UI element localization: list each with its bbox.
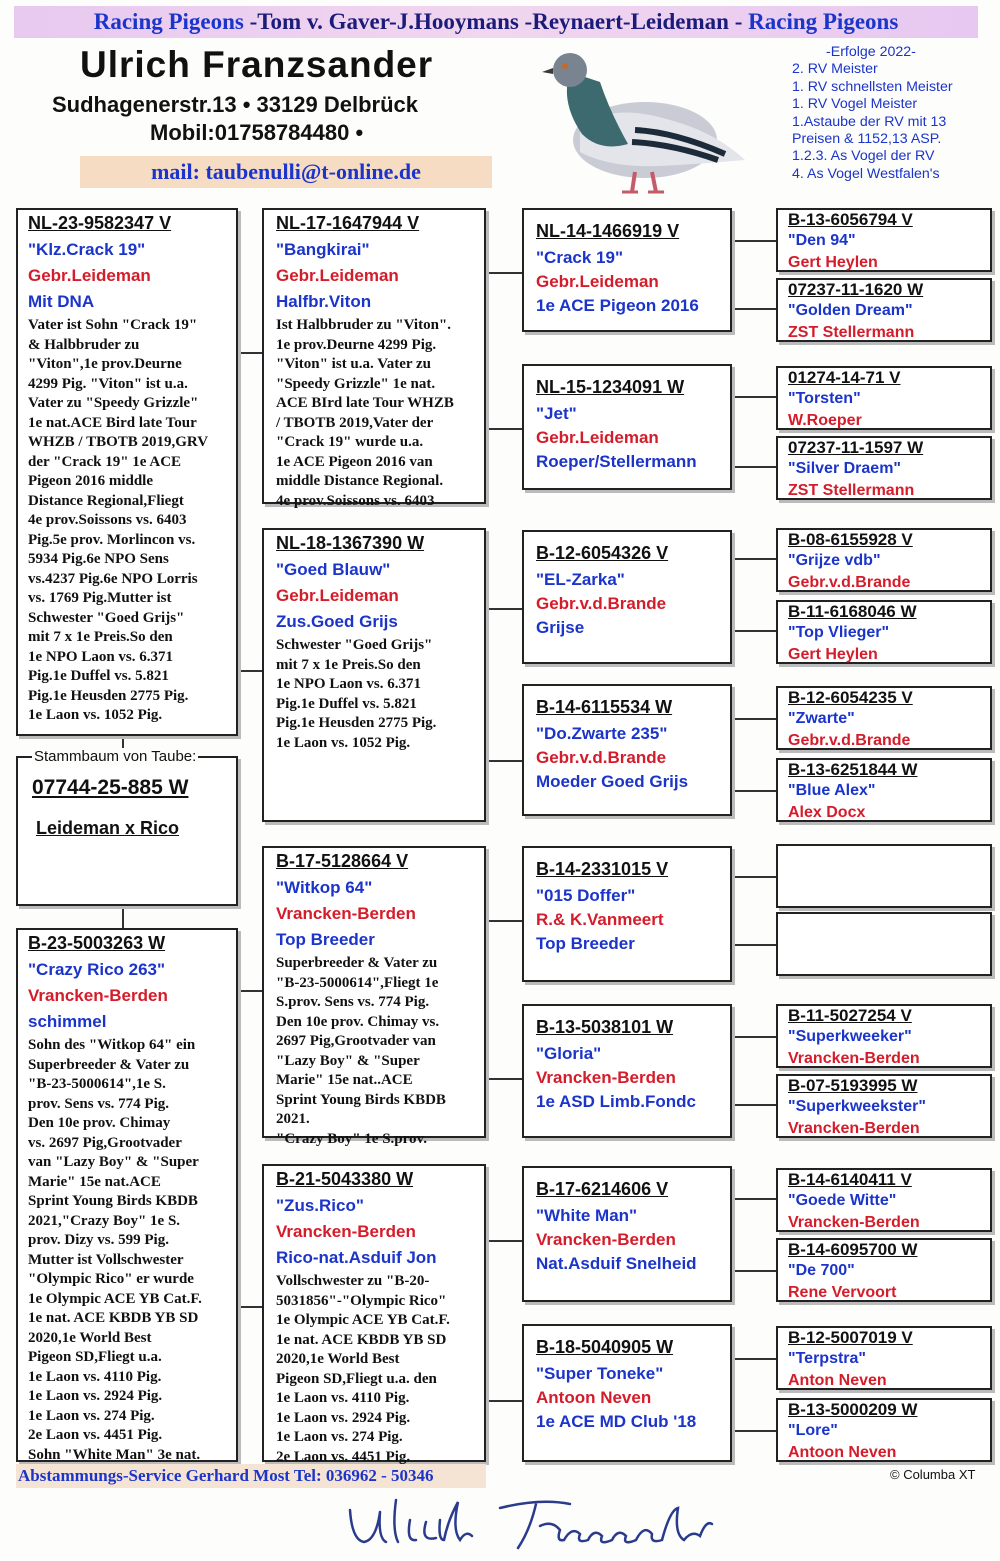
owner-phone: Mobil:01758784480 •: [150, 120, 364, 145]
pedigree-name: "Blue Alex": [788, 782, 876, 799]
handwritten-signature: [340, 1490, 720, 1560]
pedigree-name: "Witkop 64": [276, 878, 373, 897]
pedigree-info: Halfbr.Viton: [276, 292, 372, 311]
connector-line: [732, 558, 776, 560]
pigeon-illustration: [540, 42, 750, 202]
gen4-card: [776, 686, 992, 750]
connector-line: [486, 272, 522, 274]
sire-notes: Vater ist Sohn "Crack 19" & Halbbruder zu "Viton",1e prov.Deurne 4299 Pig. "Viton" ist u.a. Vater zu "Speedy Grizzle" 1e nat.ACE Bird late Tour WHZB / TBOTB 2019,GRV der "Crack 19" 1e ACE Pigeon 2016 middle Distance Regional,Fliegt 4e prov.Soissons vs. 6403 Pig.5e prov. Morlincon vs. 5934 Pig.6e NPO Sens vs.4237 Pig.6e NPO Lorris vs. 1769 Pig.Mutter ist Schwester "Goed Grijs" mit 7 x 1e Preis.So den 1e NPO Laon vs. 6.371 Pig.1e Duffel vs. 5.821 Pig.1e Heusden 2775 Pig. 1e Laon vs. 1052 Pig.: [28, 317, 209, 723]
success-line: Preisen & 1152,13 ASP.: [792, 131, 942, 148]
pedigree-ring: B-12-6054326 V: [536, 543, 669, 563]
pedigree-name: "Silver Draem": [788, 460, 902, 477]
pedigree-info: 1e ACE Pigeon 2016: [536, 296, 699, 315]
dam-ring: B-23-5003263 W: [28, 933, 166, 953]
pedigree-name: "Top Vlieger": [788, 624, 890, 641]
pedigree-notes: Schwester "Goed Grijs" mit 7 x 1e Preis.So den 1e NPO Laon vs. 6.371 Pig.1e Duffel vs. 5.821 Pig.1e Heusden 2775 Pig. 1e Laon vs. 1052 Pig.: [276, 637, 437, 751]
pedigree-ring: NL-14-1466919 V: [536, 221, 680, 241]
pedigree-ring: 07237-11-1620 W: [788, 280, 924, 299]
connector-line: [732, 308, 776, 310]
pedigree-breeder: Vrancken-Berden: [788, 1214, 920, 1231]
pedigree-ring: B-13-5038101 W: [536, 1017, 674, 1037]
pedigree-info: Top Breeder: [536, 934, 635, 953]
pedigree-ring: B-07-5193995 W: [788, 1076, 918, 1095]
gen3-card: [522, 684, 732, 816]
pedigree-breeder: Gebr.Leideman: [276, 266, 399, 285]
pedigree-breeder: Alex Docx: [788, 804, 866, 821]
gen4-card: [776, 1238, 992, 1302]
connector-line: [732, 1270, 776, 1272]
sire-card: [16, 208, 238, 736]
gen4-card: [776, 1168, 992, 1232]
pedigree-breeder: Gebr.Leideman: [536, 272, 659, 291]
pedigree-ring: B-14-6115534 W: [536, 697, 673, 717]
pedigree-ring: 01274-14-71 V: [788, 368, 901, 387]
gen3-card: [522, 1166, 732, 1302]
connector-line: [486, 1400, 522, 1402]
copyright-text: © Columba XT: [890, 1467, 976, 1482]
pedigree-name: "Torsten": [788, 390, 861, 407]
pedigree-name: "Jet": [536, 404, 577, 423]
pedigree-name: "EL-Zarka": [536, 570, 625, 589]
sire-breeder: Gebr.Leideman: [28, 266, 151, 285]
pedigree-info: Grijse: [536, 618, 585, 637]
gen4-card: [776, 366, 992, 430]
pedigree-name: "Den 94": [788, 232, 856, 249]
owner-email: mail: taubenulli@t-online.de: [80, 156, 492, 188]
pedigree-breeder: Gebr.v.d.Brande: [536, 594, 667, 613]
pedigree-info: Top Breeder: [276, 930, 375, 949]
pedigree-ring: B-13-6056794 V: [788, 210, 913, 229]
subject-label: Stammbaum von Taube:: [34, 748, 197, 765]
gen4-card: [776, 1074, 992, 1138]
gen2-card: [262, 846, 486, 1147]
successes-title: -Erfolge 2022-: [826, 44, 916, 60]
connector-line: [237, 990, 263, 992]
pedigree-info: Nat.Asduif Snelheid: [536, 1254, 697, 1273]
pedigree-info: Roeper/Stellermann: [536, 452, 697, 471]
pedigree-ring: B-17-6214606 V: [536, 1179, 669, 1199]
pedigree-ring: B-12-6054235 V: [788, 688, 913, 707]
pedigree-breeder: Gebr.v.d.Brande: [788, 574, 911, 591]
gen4-card: [776, 528, 992, 592]
pedigree-breeder: Gebr.v.d.Brande: [788, 732, 911, 749]
connector-line: [732, 1036, 776, 1038]
gen4-card: [776, 1398, 992, 1462]
connector-line: [486, 428, 522, 430]
gen4-card: [776, 758, 992, 822]
pedigree-name: "Grijze vdb": [788, 552, 881, 569]
pedigree-breeder: Vrancken-Berden: [276, 1222, 416, 1241]
pedigree-ring: B-21-5043380 W: [276, 1169, 414, 1189]
dam-card: [16, 928, 238, 1462]
connector-line: [237, 1306, 263, 1308]
pedigree-name: "Zwarte": [788, 710, 855, 727]
connector-line: [732, 790, 776, 792]
pedigree-name: "Terpstra": [788, 1350, 867, 1367]
connector-line: [732, 1358, 776, 1360]
pedigree-ring: NL-18-1367390 W: [276, 533, 425, 553]
pedigree-ring: B-17-5128664 V: [276, 851, 409, 871]
gen4-card: [776, 208, 992, 272]
successes-panel: [792, 44, 992, 183]
gen3-card: [522, 364, 732, 490]
pedigree-ring: NL-15-1234091 W: [536, 377, 685, 397]
sire-ring: NL-23-9582347 V: [28, 213, 172, 233]
pedigree-name: "Golden Dream": [788, 302, 913, 319]
pedigree-info: 1e ASD Limb.Fondc: [536, 1092, 696, 1111]
success-line: 1.Astaube der RV mit 13: [792, 113, 947, 130]
banner-left-text: Racing Pigeons: [93, 9, 244, 34]
banner-middle-text: -Tom v. Gaver-J.Hooymans -Reynaert-Leideman -: [243, 9, 749, 34]
owner-address: Sudhagenerstr.13 • 33129 Delbrück: [52, 92, 418, 117]
pedigree-name: "Zus.Rico": [276, 1196, 364, 1215]
pedigree-name: "White Man": [536, 1206, 638, 1225]
dam-breeder: Vrancken-Berden: [28, 986, 168, 1005]
pedigree-breeder: R.& K.Vanmeert: [536, 910, 664, 929]
connector-line: [732, 396, 776, 398]
gen4-card-empty: [776, 912, 992, 976]
success-line: 4. As Vogel Westfalen's: [792, 165, 940, 182]
dam-notes: Sohn des "Witkop 64" ein Superbreeder & Vater zu "B-23-5000614",1e S. prov. Sens vs. 774 Pig. Den 10e prov. Chimay vs. 2697 Pig,Grootvader van "Lazy Boy" & "Super Marie" 15e nat.ACE Sprint Young Birds KBDB 2021,"Crazy Boy" 1e S. prov. Dizy vs. 599 Pig. Mutter ist Vollschwester "Olympic Rico" er wurde 1e Olympic ACE YB Cat.F. 1e nat. ACE KBDB YB SD 2020,1e World Best Pigeon SD,Fliegt u.a. 1e Laon vs. 4110 Pig. 1e Laon vs. 2924 Pig. 1e Laon vs. 274 Pig. 2e Laon vs. 4451 Pig. Sohn "White Man" 3e nat.: [28, 1037, 202, 1463]
connector-line: [486, 1078, 522, 1080]
pedigree-name: "Superkweeker": [788, 1028, 912, 1045]
gen4-card-empty: [776, 844, 992, 908]
gen3-card: [522, 1004, 732, 1138]
gen3-card: [522, 530, 732, 664]
pedigree-info: 1e ACE MD Club '18: [536, 1412, 697, 1431]
pedigree-info: Zus.Goed Grijs: [276, 612, 398, 631]
pedigree-info: Moeder Goed Grijs: [536, 772, 689, 791]
connector-line: [732, 1104, 776, 1106]
pedigree-breeder: ZST Stellermann: [788, 482, 915, 499]
pedigree-name: "Gloria": [536, 1044, 602, 1063]
connector-line: [237, 352, 263, 354]
gen4-card: [776, 278, 992, 342]
connector-line: [237, 670, 263, 672]
sire-name: "Klz.Crack 19": [28, 240, 146, 259]
success-line: 1.2.3. As Vogel der RV: [792, 148, 935, 165]
connector-line: [732, 466, 776, 468]
pedigree-breeder: Vrancken-Berden: [788, 1050, 920, 1067]
success-line: 1. RV schnellsten Meister: [792, 78, 953, 95]
pedigree-name: "Super Toneke": [536, 1364, 664, 1383]
gen4-card: [776, 600, 992, 664]
pedigree-breeder: Antoon Neven: [536, 1388, 652, 1407]
pedigree-breeder: W.Roeper: [788, 412, 862, 429]
pedigree-service-footer: Abstammungs-Service Gerhard Most Tel: 036962 - 50346: [16, 1464, 486, 1488]
pedigree-ring: B-11-6168046 W: [788, 602, 917, 621]
sire-info: Mit DNA: [28, 292, 95, 311]
connector-line: [732, 1430, 776, 1432]
owner-name: Ulrich Franzsander: [80, 44, 434, 85]
pedigree-ring: B-14-6140411 V: [788, 1170, 912, 1189]
pedigree-ring: NL-17-1647944 V: [276, 213, 420, 233]
banner-right-text: Racing Pigeons: [748, 9, 899, 34]
pedigree-breeder: Gert Heylen: [788, 254, 878, 271]
pedigree-ring: 07237-11-1597 W: [788, 438, 924, 457]
pedigree-info: Rico-nat.Asduif Jon: [276, 1248, 437, 1267]
connector-line: [732, 630, 776, 632]
connector-line: [122, 906, 124, 930]
pedigree-name: "Bangkirai": [276, 240, 370, 259]
success-line: 1. RV Vogel Meister: [792, 96, 918, 113]
pedigree-notes: Ist Halbbruder zu "Viton". 1e prov.Deurne 4299 Pig. "Viton" ist u.a. Vater zu "Speedy Grizzle" 1e nat. ACE BIrd late Tour WHZB / TBOTB 2019,Vater der "Crack 19" wurde u.a. 1e ACE Pigeon 2016 van middle Distance Regional. 4e prov.Soissons vs. 6403: [276, 317, 454, 509]
gen2-card: [262, 528, 486, 822]
gen3-card: [522, 846, 732, 982]
subject-ring: 07744-25-885 W: [32, 776, 189, 799]
connector-line: [732, 876, 776, 878]
gen4-card: [776, 1004, 992, 1068]
pedigree-breeder: Antoon Neven: [788, 1444, 897, 1461]
pedigree-breeder: Gert Heylen: [788, 646, 878, 663]
pedigree-name: "Crack 19": [536, 248, 624, 267]
pedigree-breeder: Anton Neven: [788, 1372, 887, 1389]
pedigree-notes: Vollschwester zu "B-20- 5031856"-"Olympic Rico" 1e Olympic ACE YB Cat.F. 1e nat. ACE KBDB YB SD 2020,1e World Best Pigeon SD,Fliegt u.a. den 1e Laon vs. 4110 Pig. 1e Laon vs. 2924 Pig. 1e Laon vs. 274 Pig. 2e Laon vs. 4451 Pig.: [276, 1273, 450, 1465]
gen3-card: [522, 208, 732, 332]
gen2-card: [262, 1164, 486, 1465]
pedigree-breeder: Vrancken-Berden: [536, 1230, 676, 1249]
header-banner: [14, 6, 978, 38]
pedigree-name: "Lore": [788, 1422, 838, 1439]
pedigree-ring: B-14-2331015 V: [536, 859, 669, 879]
pedigree-breeder: Gebr.Leideman: [276, 586, 399, 605]
connector-line: [486, 1240, 522, 1242]
connector-line: [486, 920, 522, 922]
connector-line: [732, 944, 776, 946]
gen4-card: [776, 1326, 992, 1390]
subject-strain: Leideman x Rico: [36, 818, 180, 838]
pedigree-breeder: Vrancken-Berden: [788, 1120, 920, 1137]
dam-info: schimmel: [28, 1012, 107, 1031]
gen3-card: [522, 1324, 732, 1462]
pedigree-name: "Goed Blauw": [276, 560, 391, 579]
pedigree-ring: B-11-5027254 V: [788, 1006, 912, 1025]
pedigree-breeder: Gebr.v.d.Brande: [536, 748, 667, 767]
pedigree-breeder: Vrancken-Berden: [276, 904, 416, 923]
gen4-card: [776, 436, 992, 500]
success-line: 2. RV Meister: [792, 61, 878, 78]
pedigree-breeder: ZST Stellermann: [788, 324, 915, 341]
pedigree-breeder: Gebr.Leideman: [536, 428, 659, 447]
pedigree-ring: B-12-5007019 V: [788, 1328, 913, 1347]
connector-line: [732, 718, 776, 720]
pedigree-name: "De 700": [788, 1262, 855, 1279]
pedigree-ring: B-13-6251844 W: [788, 760, 918, 779]
pedigree-notes: Superbreeder & Vater zu "B-23-5000614",Fliegt 1e S.prov. Sens vs. 774 Pig. Den 10e prov. Chimay vs. 2697 Pig,Grootvader van "Lazy Boy" & "Super Marie" 15e nat..ACE Sprint Young Birds KBDB 2021. "Crazy Boy" 1e S.prov.: [276, 955, 446, 1147]
pedigree-ring: B-14-6095700 W: [788, 1240, 918, 1259]
pedigree-name: "Goede Witte": [788, 1192, 897, 1209]
connector-line: [486, 608, 522, 610]
pedigree-breeder: Vrancken-Berden: [536, 1068, 676, 1087]
pedigree-ring: B-08-6155928 V: [788, 530, 913, 549]
pedigree-breeder: Rene Vervoort: [788, 1284, 897, 1301]
gen2-card: [262, 208, 486, 509]
pedigree-name: "Do.Zwarte 235": [536, 724, 668, 743]
pedigree-name: "Superkweekster": [788, 1098, 926, 1115]
connector-line: [732, 1198, 776, 1200]
pedigree-name: "015 Doffer": [536, 886, 636, 905]
dam-name: "Crazy Rico 263": [28, 960, 166, 979]
pedigree-ring: B-18-5040905 W: [536, 1337, 674, 1357]
connector-line: [732, 240, 776, 242]
pedigree-ring: B-13-5000209 W: [788, 1400, 918, 1419]
connector-line: [486, 760, 522, 762]
